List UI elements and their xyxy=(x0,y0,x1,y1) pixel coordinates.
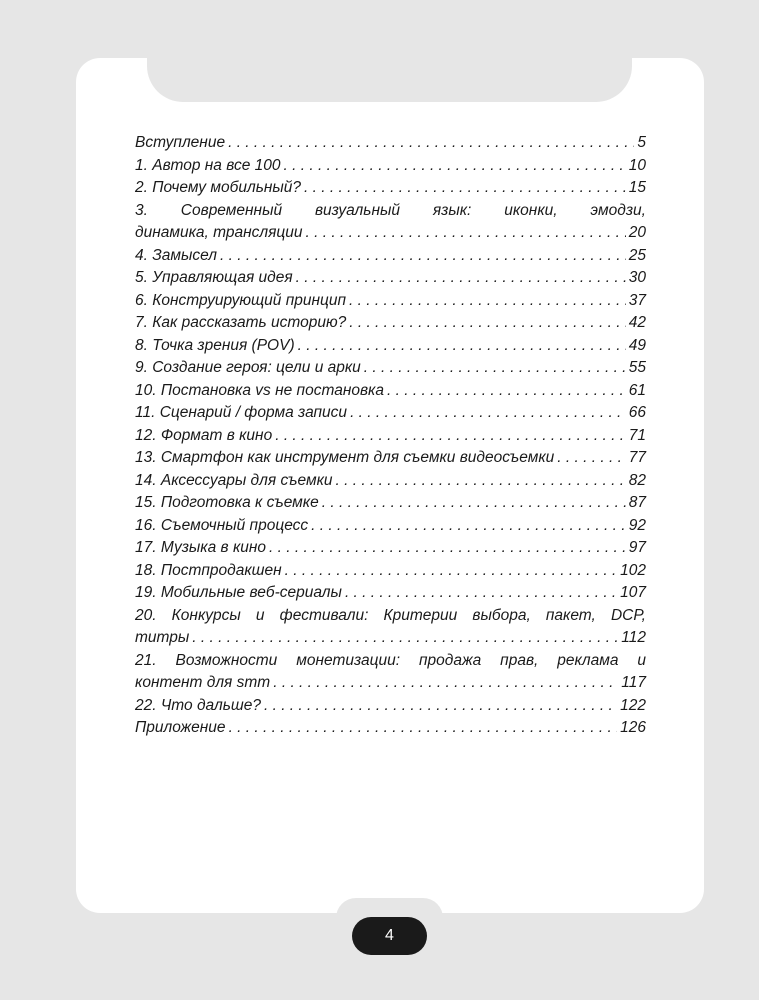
toc-dot-leader xyxy=(285,560,617,583)
toc-entry xyxy=(135,605,646,650)
toc-entry xyxy=(135,155,646,178)
title-tab xyxy=(147,30,632,102)
toc-dot-leader xyxy=(350,402,626,425)
toc-entry-title: 9. Создание героя: цели и арки xyxy=(135,359,361,376)
toc-dot-leader xyxy=(298,335,626,358)
toc-dot-leader xyxy=(304,177,626,200)
toc-dot-leader xyxy=(349,290,626,313)
toc-entry-title: 17. Музыка в кино xyxy=(135,539,267,556)
toc-entry-page: 49 xyxy=(628,336,646,354)
toc-entry xyxy=(135,200,646,245)
toc-entry-page: 87 xyxy=(628,494,646,511)
toc-entry-title: 7. Как рассказать историю? xyxy=(135,314,347,331)
toc-entry-title: 13. Смартфон как инструмент для съемки видеосъемки xyxy=(135,449,555,466)
toc-dot-leader xyxy=(387,380,626,403)
toc-entry-title: 18. Постпродакшен xyxy=(135,561,282,579)
toc-entry-title: 15. Подготовка к съемке xyxy=(135,494,319,511)
toc-entry xyxy=(135,312,646,335)
toc-dot-leader xyxy=(364,357,626,380)
toc-entry xyxy=(135,245,646,268)
toc-entry-title: 4. Замысел xyxy=(135,246,217,264)
toc-entry-title: 12. Формат в кино xyxy=(135,426,273,444)
toc-entry-page: 55 xyxy=(628,359,646,376)
toc-dot-leader xyxy=(336,470,626,493)
toc-dot-leader xyxy=(284,155,626,178)
toc-entry-title: 16. Съемочный процесс xyxy=(135,516,309,534)
toc-entry xyxy=(135,560,646,583)
toc-dot-leader xyxy=(311,515,626,538)
toc-entry-title: 8. Точка зрения (POV) xyxy=(135,336,295,354)
toc-entry-title: 11. Сценарий / форма записи xyxy=(135,404,348,421)
toc-entry-page: 42 xyxy=(628,314,646,331)
toc-entry-title: Вступление xyxy=(135,134,226,151)
toc-entry-title: 14. Аксессуары для съемки xyxy=(135,471,333,489)
toc-entry xyxy=(135,515,646,538)
toc-entry-page: 97 xyxy=(628,539,646,556)
toc-entry-page: 15 xyxy=(628,179,646,196)
toc-dot-leader xyxy=(275,425,626,448)
toc-dot-leader xyxy=(322,492,626,515)
toc-entry xyxy=(135,650,646,695)
toc-entry-title: 10. Постановка vs не постановка xyxy=(135,381,384,399)
toc-entry xyxy=(135,537,646,560)
toc-entry xyxy=(135,335,646,358)
toc-entry-page: 77 xyxy=(628,449,646,466)
toc-entry-page: 30 xyxy=(628,269,646,286)
toc-dot-leader xyxy=(557,447,625,470)
toc-entry-page: 20 xyxy=(628,224,646,241)
toc-dot-leader xyxy=(349,312,626,335)
toc-dot-leader xyxy=(296,267,626,290)
toc-dot-leader xyxy=(306,222,626,245)
toc-entry xyxy=(135,177,646,200)
toc-entry-page: 107 xyxy=(620,584,646,601)
toc-entry-page: 5 xyxy=(637,134,646,151)
toc-entry-title: 2. Почему мобильный? xyxy=(135,179,302,196)
toc-dot-leader xyxy=(228,132,634,155)
toc-entry xyxy=(135,132,646,155)
toc-entry xyxy=(135,290,646,313)
toc-dot-leader xyxy=(264,695,617,718)
toc-entry xyxy=(135,695,646,718)
page-number: 4 xyxy=(352,917,427,955)
toc-entry xyxy=(135,380,646,403)
toc-entry-title: 19. Мобильные веб-сериалы xyxy=(135,584,342,601)
table-of-contents xyxy=(135,132,646,740)
toc-entry xyxy=(135,717,646,740)
toc-entry xyxy=(135,447,646,470)
toc-entry xyxy=(135,357,646,380)
toc-entry-title: 22. Что дальше? xyxy=(135,696,261,714)
toc-entry-page: 117 xyxy=(621,674,646,691)
toc-dot-leader xyxy=(229,717,618,740)
toc-dot-leader xyxy=(192,627,618,650)
toc-entry-title-line: 21. Возможности монетизации: продажа прав, реклама и xyxy=(135,651,646,669)
toc-entry-title: титры xyxy=(135,629,190,646)
toc-entry-title: контент для smm xyxy=(135,674,271,691)
toc-entry-title: 6. Конструирующий принцип xyxy=(135,291,347,309)
toc-entry-page: 82 xyxy=(628,471,646,489)
toc-entry xyxy=(135,470,646,493)
toc-entry-page: 10 xyxy=(628,156,646,174)
toc-entry-title: динамика, трансляции xyxy=(135,224,303,241)
toc-entry-page: 102 xyxy=(620,561,646,579)
toc-entry-page: 25 xyxy=(628,246,646,264)
toc-entry xyxy=(135,425,646,448)
toc-entry-title-line: 20. Конкурсы и фестивали: Критерии выбора, пакет, DCP, xyxy=(135,606,646,624)
toc-entry-page: 122 xyxy=(620,696,646,714)
toc-entry-title: 1. Автор на все 100 xyxy=(135,156,281,174)
toc-entry-page: 66 xyxy=(628,404,646,421)
toc-entry xyxy=(135,582,646,605)
toc-entry xyxy=(135,492,646,515)
toc-entry-title: 5. Управляющая идея xyxy=(135,269,293,286)
toc-entry xyxy=(135,267,646,290)
toc-entry-title-line: 3. Современный визуальный язык: иконки, эмодзи, xyxy=(135,201,646,219)
toc-entry-page: 61 xyxy=(628,381,646,399)
toc-entry-page: 126 xyxy=(620,719,646,736)
toc-entry-page: 37 xyxy=(628,291,646,309)
toc-dot-leader xyxy=(273,672,618,695)
toc-dot-leader xyxy=(220,245,626,268)
toc-entry-page: 112 xyxy=(621,629,646,646)
toc-dot-leader xyxy=(269,537,626,560)
toc-entry-page: 71 xyxy=(628,426,646,444)
toc-dot-leader xyxy=(345,582,617,605)
page-number-tab xyxy=(336,898,443,918)
toc-entry xyxy=(135,402,646,425)
toc-entry-title: Приложение xyxy=(135,719,226,736)
toc-entry-page: 92 xyxy=(628,516,646,534)
